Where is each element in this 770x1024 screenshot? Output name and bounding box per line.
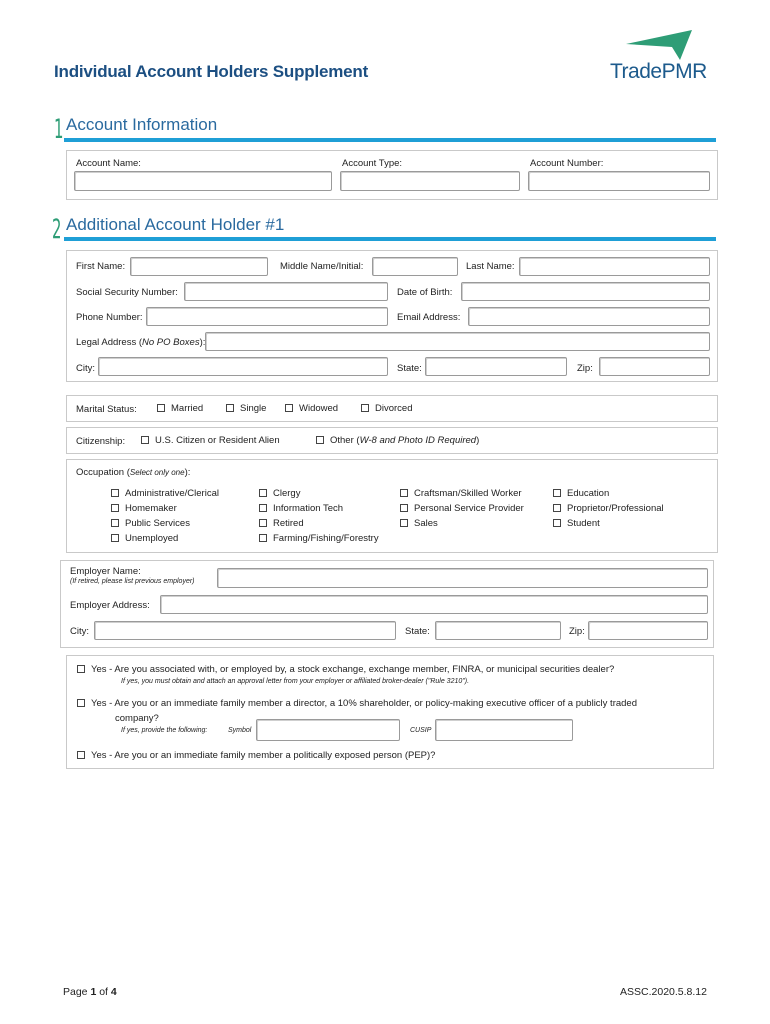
dob-input[interactable] (461, 282, 710, 301)
occupation-option[interactable]: Clergy (259, 488, 300, 499)
account-name-label: Account Name: (76, 158, 141, 169)
state-input[interactable] (425, 357, 567, 376)
checkbox-icon[interactable] (259, 534, 267, 542)
occupation-option[interactable]: Sales (400, 518, 438, 529)
checkbox-icon[interactable] (400, 504, 408, 512)
employer-address-label: Employer Address: (70, 600, 150, 611)
occupation-option[interactable]: Farming/Fishing/Forestry (259, 533, 379, 544)
affiliation-question-3[interactable]: Yes - Are you or an immediate family member a politically exposed person (PEP)? (77, 750, 435, 761)
zip-input[interactable] (599, 357, 710, 376)
citizenship-label: Citizenship: (76, 436, 126, 447)
cusip-label: CUSIP (410, 727, 432, 734)
checkbox-icon[interactable] (141, 436, 149, 444)
symbol-label: Symbol (228, 727, 252, 734)
checkbox-icon[interactable] (226, 404, 234, 412)
city-label: City: (76, 363, 95, 374)
marital-status-label: Marital Status: (76, 404, 137, 415)
affiliation-note-2: If yes, provide the following: (121, 727, 208, 734)
account-type-input[interactable] (340, 171, 520, 191)
affiliation-question-1[interactable]: Yes - Are you associated with, or employed by, a stock exchange, exchange member, FINRA, or municipal securities dealer? (77, 664, 614, 675)
checkbox-icon[interactable] (111, 489, 119, 497)
checkbox-icon[interactable] (77, 665, 85, 673)
affiliation-note-1: If yes, you must obtain and attach an approval letter from your employer or affiliated broker-dealer ("Rule 3210"). (121, 678, 470, 685)
last-name-label: Last Name: (466, 261, 515, 272)
checkbox-icon[interactable] (259, 504, 267, 512)
middle-name-label: Middle Name/Initial: (280, 261, 364, 272)
email-label: Email Address: (397, 312, 461, 323)
section-2-number: 2 (52, 214, 62, 245)
middle-name-input[interactable] (372, 257, 458, 276)
checkbox-icon[interactable] (111, 519, 119, 527)
occupation-option[interactable]: Information Tech (259, 503, 343, 514)
occupation-option[interactable]: Public Services (111, 518, 190, 529)
zip-label: Zip: (577, 363, 593, 374)
cusip-input[interactable] (435, 719, 573, 741)
checkbox-icon[interactable] (553, 489, 561, 497)
checkbox-icon[interactable] (77, 751, 85, 759)
legal-address-input[interactable] (205, 332, 710, 351)
ssn-input[interactable] (184, 282, 388, 301)
marital-option-married[interactable]: Married (157, 403, 203, 414)
occupation-option[interactable]: Proprietor/Professional (553, 503, 664, 514)
account-type-label: Account Type: (342, 158, 403, 169)
dob-label: Date of Birth: (397, 287, 453, 298)
page-title: Individual Account Holders Supplement (54, 62, 369, 81)
checkbox-icon[interactable] (285, 404, 293, 412)
section-1-rule (64, 138, 716, 142)
ssn-label: Social Security Number: (76, 287, 178, 298)
section-1-title: Account Information (66, 115, 218, 134)
checkbox-icon[interactable] (361, 404, 369, 412)
logo-text: TradePMR (610, 60, 707, 83)
employer-name-input[interactable] (217, 568, 708, 588)
employer-zip-label: Zip: (569, 626, 585, 637)
marital-option-widowed[interactable]: Widowed (285, 403, 338, 414)
checkbox-icon[interactable] (400, 489, 408, 497)
occupation-option[interactable]: Homemaker (111, 503, 177, 514)
form-code: ASSC.2020.5.8.12 (620, 986, 707, 998)
occupation-label: Occupation (Select only one): (76, 467, 191, 478)
occupation-option[interactable]: Retired (259, 518, 304, 529)
occupation-option[interactable]: Craftsman/Skilled Worker (400, 488, 522, 499)
employer-name-note: (If retired, please list previous employer) (70, 578, 195, 585)
affiliation-question-2-cont: company? (115, 713, 159, 724)
occupation-option[interactable]: Education (553, 488, 609, 499)
section-1-number: 1 (54, 114, 64, 145)
phone-label: Phone Number: (76, 312, 143, 323)
tradepmr-logo (610, 30, 714, 86)
account-name-input[interactable] (74, 171, 332, 191)
checkbox-icon[interactable] (259, 519, 267, 527)
phone-input[interactable] (146, 307, 388, 326)
last-name-input[interactable] (519, 257, 710, 276)
citizenship-option-us[interactable]: U.S. Citizen or Resident Alien (141, 435, 280, 446)
employer-state-input[interactable] (435, 621, 561, 640)
occupation-option[interactable]: Administrative/Clerical (111, 488, 219, 499)
employer-address-input[interactable] (160, 595, 708, 614)
checkbox-icon[interactable] (111, 534, 119, 542)
employer-city-input[interactable] (94, 621, 396, 640)
first-name-input[interactable] (130, 257, 268, 276)
employer-state-label: State: (405, 626, 430, 637)
checkbox-icon[interactable] (553, 519, 561, 527)
checkbox-icon[interactable] (316, 436, 324, 444)
checkbox-icon[interactable] (157, 404, 165, 412)
checkbox-icon[interactable] (553, 504, 561, 512)
account-number-label: Account Number: (530, 158, 604, 169)
employer-name-label: Employer Name: (70, 566, 141, 577)
logo-swoosh-icon (610, 30, 714, 64)
page-indicator: Page 1 of 4 (63, 986, 117, 998)
legal-address-label: Legal Address (No PO Boxes): (76, 337, 206, 348)
symbol-input[interactable] (256, 719, 400, 741)
employer-zip-input[interactable] (588, 621, 708, 640)
checkbox-icon[interactable] (77, 699, 85, 707)
first-name-label: First Name: (76, 261, 126, 272)
checkbox-icon[interactable] (400, 519, 408, 527)
section-2-rule (64, 237, 716, 241)
affiliation-question-2[interactable]: Yes - Are you or an immediate family member a director, a 10% shareholder, or policy-making executive officer of a publicly traded (77, 698, 637, 709)
email-input[interactable] (468, 307, 710, 326)
checkbox-icon[interactable] (259, 489, 267, 497)
employer-city-label: City: (70, 626, 89, 637)
occupation-option[interactable]: Student (553, 518, 600, 529)
state-label: State: (397, 363, 422, 374)
account-number-input[interactable] (528, 171, 710, 191)
marital-option-single[interactable]: Single (226, 403, 266, 414)
section-2-title: Additional Account Holder #1 (66, 215, 285, 234)
occupation-option[interactable]: Unemployed (111, 533, 178, 544)
marital-option-divorced[interactable]: Divorced (361, 403, 413, 414)
occupation-option[interactable]: Personal Service Provider (400, 503, 524, 514)
city-input[interactable] (98, 357, 388, 376)
citizenship-option-other[interactable]: Other (W-8 and Photo ID Required) (316, 435, 479, 446)
checkbox-icon[interactable] (111, 504, 119, 512)
